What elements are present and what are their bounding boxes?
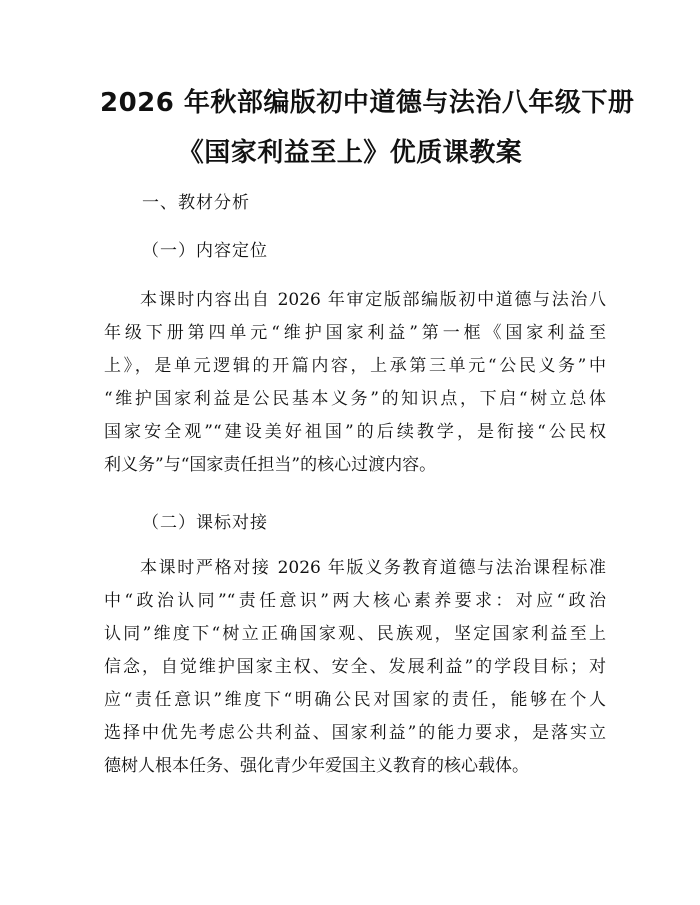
paragraph-line: “维护国家利益是公民基本义务”的知识点，下启“树立总体 <box>104 389 606 409</box>
paragraph-line: 德树人根本任务、强化青少年爱国主义教育的核心载体。 <box>104 756 529 776</box>
paragraph-line: 本课时内容出自 2026 年审定版部编版初中道德与法治八 <box>140 290 606 310</box>
paragraph-content-position <box>104 284 606 482</box>
paragraph-line: 上》，是单元逻辑的开篇内容，上承第三单元“公民义务”中 <box>104 356 606 376</box>
paragraph-line: 国家安全观”“建设美好祖国”的后续教学，是衔接“公民权 <box>104 422 606 442</box>
paragraph-curriculum-alignment <box>104 552 606 783</box>
paragraph-line: 选择中优先考虑公共利益、国家利益”的能力要求，是落实立 <box>104 723 606 743</box>
subsection-heading-curriculum-alignment: （二）课标对接 <box>142 513 268 533</box>
paragraph-line: 信念，自觉维护国家主权、安全、发展利益”的学段目标；对 <box>104 657 606 677</box>
document-title-line-1: 2026 年秋部编版初中道德与法治八年级下册 <box>100 88 635 118</box>
paragraph-line: 认同”维度下“树立正确国家观、民族观，坚定国家利益至上 <box>104 624 606 644</box>
paragraph-line: 年级下册第四单元“维护国家利益”第一框《国家利益至 <box>104 323 606 343</box>
document-title-line-2: 《国家利益至上》优质课教案 <box>177 138 523 168</box>
subsection-heading-content-position: （一）内容定位 <box>142 241 268 261</box>
paragraph-line: 利义务”与“国家责任担当”的核心过渡内容。 <box>104 455 437 475</box>
paragraph-line: 中“政治认同”“责任意识”两大核心素养要求：对应“政治 <box>104 591 606 611</box>
paragraph-line: 本课时严格对接 2026 年版义务教育道德与法治课程标准 <box>140 558 606 578</box>
section-heading: 一、教材分析 <box>142 193 250 213</box>
paragraph-line: 应“责任意识”维度下“明确公民对国家的责任，能够在个人 <box>104 690 606 710</box>
